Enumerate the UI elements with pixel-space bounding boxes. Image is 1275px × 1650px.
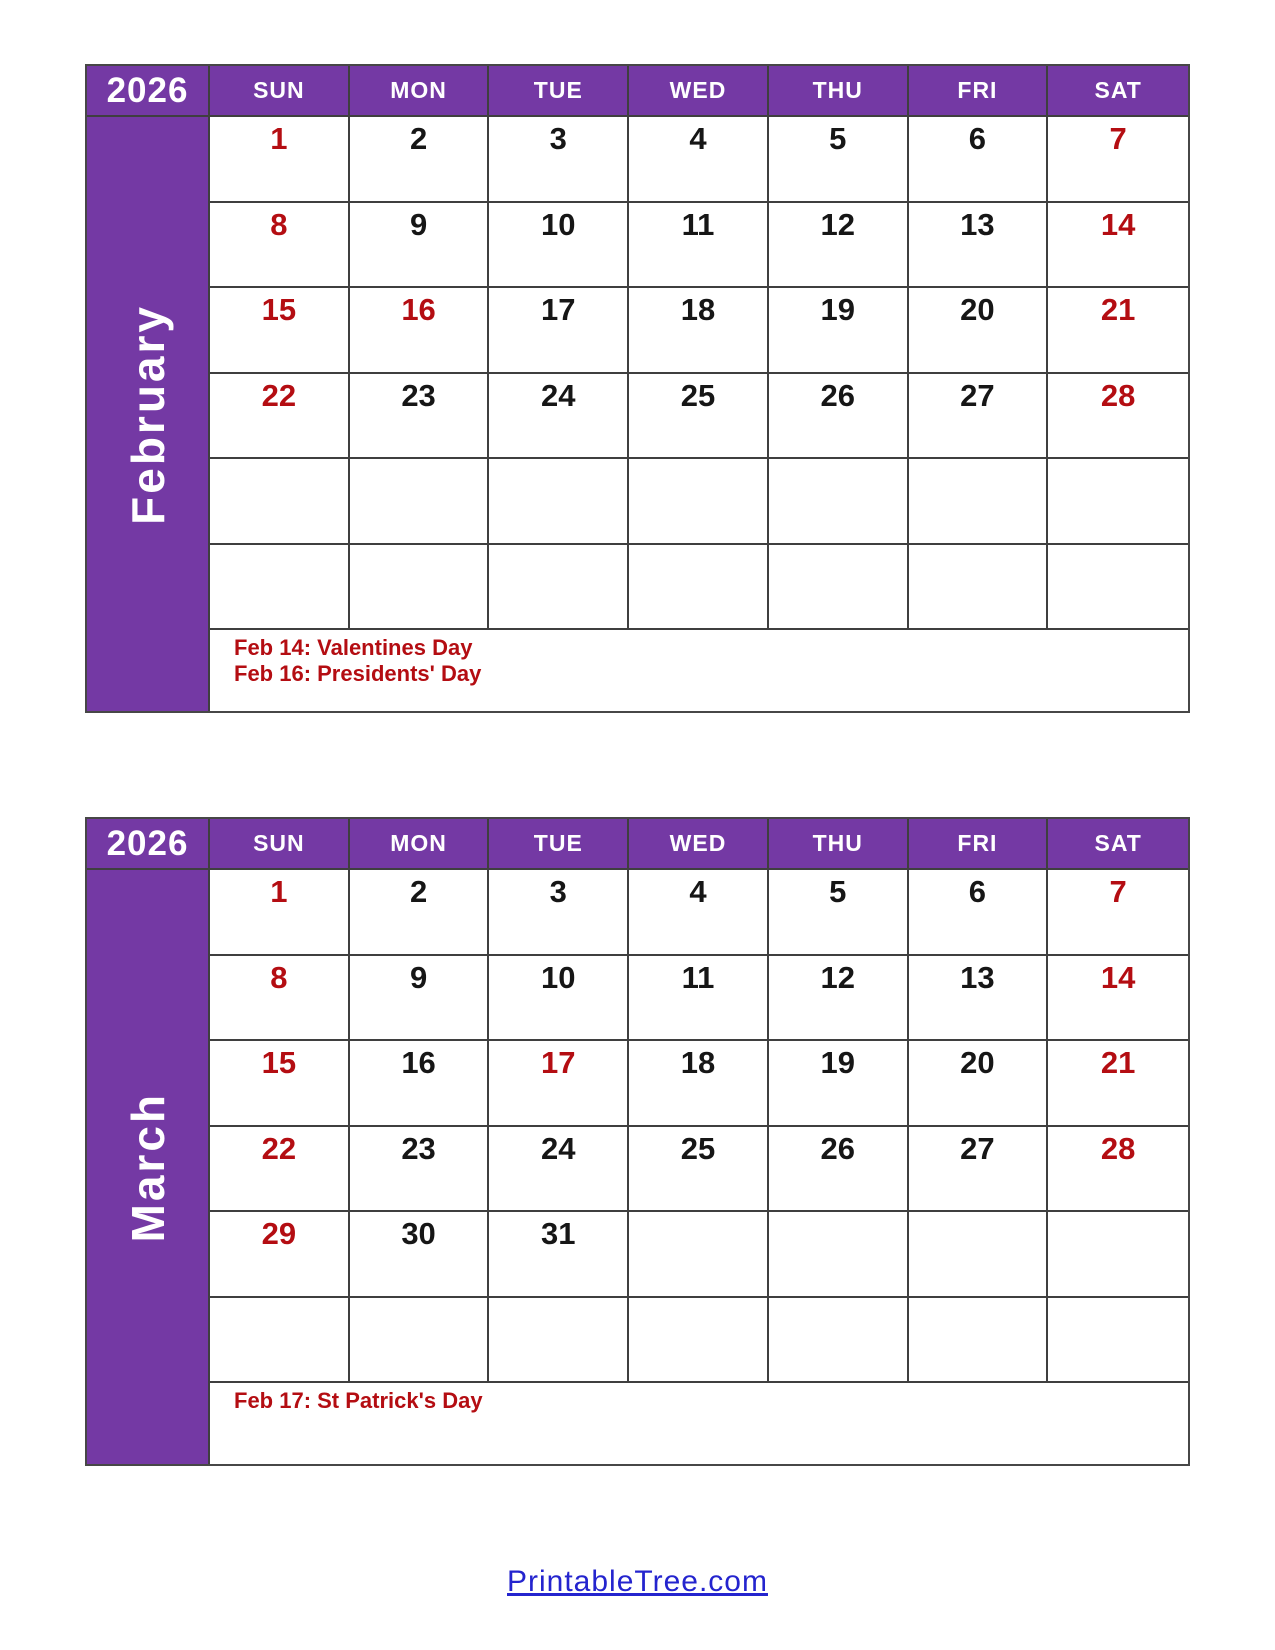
day-header-wed: WED (629, 66, 769, 117)
day-cell-9 (350, 956, 490, 1042)
day-cell-27 (909, 374, 1049, 460)
day-cell-4 (629, 870, 769, 956)
day-number: 27 (960, 377, 995, 413)
day-header-thu: THU (769, 819, 909, 870)
day-number: 18 (680, 292, 716, 327)
day-cell-empty (769, 459, 909, 545)
day-cell-29 (210, 1212, 350, 1298)
day-cell-10 (489, 203, 629, 289)
day-cell-15 (210, 1041, 350, 1127)
day-cell-empty (1048, 545, 1188, 631)
day-header-tue: TUE (489, 66, 629, 117)
day-cell-empty (210, 545, 350, 631)
day-cell-12 (769, 203, 909, 289)
day-number: 1 (270, 121, 288, 156)
day-number: 26 (820, 377, 855, 413)
day-number: 5 (829, 121, 847, 156)
day-cell-6 (909, 870, 1049, 956)
day-cell-22 (210, 1127, 350, 1213)
day-number: 13 (960, 206, 995, 242)
day-cell-11 (629, 203, 769, 289)
day-cell-empty (769, 1212, 909, 1298)
day-cell-21 (1048, 1041, 1188, 1127)
day-number: 16 (401, 292, 436, 327)
day-number: 2 (409, 121, 428, 156)
day-number: 16 (401, 1045, 436, 1080)
day-cell-empty (629, 545, 769, 631)
holiday-note: Feb 17: St Patrick's Day (234, 1388, 483, 1413)
day-number: 24 (541, 1130, 576, 1166)
day-number: 30 (401, 1216, 436, 1251)
day-number: 7 (1109, 121, 1127, 156)
day-number: 15 (261, 1045, 297, 1080)
day-number: 18 (680, 1045, 716, 1080)
day-cell-20 (909, 1041, 1049, 1127)
day-cell-17 (489, 1041, 629, 1127)
day-number: 1 (270, 874, 288, 909)
day-cell-11 (629, 956, 769, 1042)
day-cell-13 (909, 956, 1049, 1042)
day-cell-27 (909, 1127, 1049, 1213)
day-number: 27 (960, 1130, 995, 1166)
day-cell-empty (489, 459, 629, 545)
calendar-february (85, 64, 1190, 713)
day-header-sat: SAT (1048, 66, 1188, 117)
day-header-thu: THU (769, 66, 909, 117)
day-number: 11 (681, 959, 715, 995)
day-number: 14 (1100, 959, 1136, 995)
day-number: 7 (1109, 874, 1127, 909)
day-number: 15 (261, 292, 297, 327)
day-cell-empty (629, 1212, 769, 1298)
calendar-march (85, 817, 1190, 1466)
holiday-notes (210, 630, 1188, 711)
day-cell-2 (350, 870, 490, 956)
day-number: 17 (541, 292, 576, 327)
day-number: 9 (409, 959, 428, 995)
day-number: 21 (1100, 292, 1136, 327)
month-sidebar (87, 117, 210, 711)
day-number: 6 (968, 874, 987, 909)
day-number: 3 (549, 121, 567, 156)
day-number: 12 (820, 959, 855, 995)
day-number: 12 (820, 206, 855, 242)
day-cell-22 (210, 374, 350, 460)
day-number: 23 (401, 1130, 436, 1166)
day-cell-empty (489, 1298, 629, 1384)
day-cell-21 (1048, 288, 1188, 374)
day-cell-empty (909, 1212, 1049, 1298)
day-number: 14 (1100, 206, 1136, 242)
day-cell-empty (1048, 459, 1188, 545)
day-cell-8 (210, 956, 350, 1042)
printabletree-link[interactable]: PrintableTree.com (507, 1565, 768, 1598)
day-cell-24 (489, 1127, 629, 1213)
day-header-sat: SAT (1048, 819, 1188, 870)
day-cell-1 (210, 870, 350, 956)
day-cell-empty (210, 1298, 350, 1384)
day-cell-empty (350, 545, 490, 631)
day-cell-empty (350, 459, 490, 545)
day-header-mon: MON (350, 66, 490, 117)
day-cell-7 (1048, 117, 1188, 203)
day-cell-10 (489, 956, 629, 1042)
day-number: 29 (261, 1216, 297, 1251)
day-cell-empty (769, 1298, 909, 1384)
day-cell-28 (1048, 374, 1188, 460)
day-number: 23 (401, 377, 436, 413)
day-number: 10 (541, 959, 576, 995)
day-cell-4 (629, 117, 769, 203)
day-header-tue: TUE (489, 819, 629, 870)
day-number: 13 (960, 959, 995, 995)
year-label: 2026 (87, 819, 210, 870)
day-number: 11 (681, 206, 715, 242)
day-cell-26 (769, 374, 909, 460)
day-cell-9 (350, 203, 490, 289)
day-number: 6 (968, 121, 987, 156)
day-cell-15 (210, 288, 350, 374)
day-number: 25 (680, 1130, 716, 1166)
day-header-wed: WED (629, 819, 769, 870)
day-cell-empty (909, 459, 1049, 545)
month-label: February (121, 303, 174, 525)
day-header-sun: SUN (210, 819, 350, 870)
day-cell-30 (350, 1212, 490, 1298)
day-cell-empty (909, 545, 1049, 631)
day-cell-empty (210, 459, 350, 545)
day-cell-2 (350, 117, 490, 203)
day-cell-empty (629, 1298, 769, 1384)
day-cell-20 (909, 288, 1049, 374)
day-number: 24 (541, 377, 576, 413)
day-number: 20 (960, 292, 995, 327)
day-cell-8 (210, 203, 350, 289)
day-number: 31 (541, 1216, 576, 1251)
day-number: 22 (261, 1130, 297, 1166)
day-cell-empty (909, 1298, 1049, 1384)
day-cell-17 (489, 288, 629, 374)
day-number: 2 (409, 874, 428, 909)
day-number: 8 (270, 206, 288, 242)
day-number: 28 (1100, 377, 1136, 413)
day-cell-7 (1048, 870, 1188, 956)
day-cell-14 (1048, 956, 1188, 1042)
day-cell-empty (489, 545, 629, 631)
day-cell-24 (489, 374, 629, 460)
day-cell-3 (489, 117, 629, 203)
day-number: 26 (820, 1130, 855, 1166)
day-cell-16 (350, 288, 490, 374)
day-cell-25 (629, 1127, 769, 1213)
day-number: 4 (689, 874, 707, 909)
day-number: 22 (261, 377, 297, 413)
holiday-notes (210, 1383, 1188, 1464)
day-number: 21 (1100, 1045, 1136, 1080)
day-cell-19 (769, 288, 909, 374)
day-cell-5 (769, 870, 909, 956)
month-label: March (121, 1091, 174, 1243)
day-cell-31 (489, 1212, 629, 1298)
footer (0, 1565, 1275, 1599)
day-number: 9 (409, 206, 428, 242)
day-cell-5 (769, 117, 909, 203)
day-cell-empty (769, 545, 909, 631)
day-cell-3 (489, 870, 629, 956)
day-cell-empty (1048, 1298, 1188, 1384)
day-cell-28 (1048, 1127, 1188, 1213)
day-number: 8 (270, 959, 288, 995)
holiday-note: Feb 16: Presidents' Day (234, 661, 482, 686)
day-number: 20 (960, 1045, 995, 1080)
day-number: 5 (829, 874, 847, 909)
day-cell-23 (350, 1127, 490, 1213)
day-cell-empty (350, 1298, 490, 1384)
day-cell-14 (1048, 203, 1188, 289)
day-cell-18 (629, 288, 769, 374)
day-header-sun: SUN (210, 66, 350, 117)
day-cell-19 (769, 1041, 909, 1127)
day-number: 4 (689, 121, 707, 156)
day-cell-6 (909, 117, 1049, 203)
day-header-fri: FRI (909, 66, 1049, 117)
day-header-fri: FRI (909, 819, 1049, 870)
month-sidebar (87, 870, 210, 1464)
day-number: 19 (820, 292, 855, 327)
day-cell-empty (629, 459, 769, 545)
day-number: 28 (1100, 1130, 1136, 1166)
day-cell-23 (350, 374, 490, 460)
day-number: 3 (549, 874, 567, 909)
day-cell-empty (1048, 1212, 1188, 1298)
day-cell-1 (210, 117, 350, 203)
day-cell-16 (350, 1041, 490, 1127)
day-number: 17 (541, 1045, 576, 1080)
day-number: 19 (820, 1045, 855, 1080)
day-cell-25 (629, 374, 769, 460)
day-cell-18 (629, 1041, 769, 1127)
day-number: 10 (541, 206, 576, 242)
holiday-note: Feb 14: Valentines Day (234, 635, 473, 660)
day-header-mon: MON (350, 819, 490, 870)
day-cell-13 (909, 203, 1049, 289)
day-cell-26 (769, 1127, 909, 1213)
day-cell-12 (769, 956, 909, 1042)
day-number: 25 (680, 377, 716, 413)
year-label: 2026 (87, 66, 210, 117)
